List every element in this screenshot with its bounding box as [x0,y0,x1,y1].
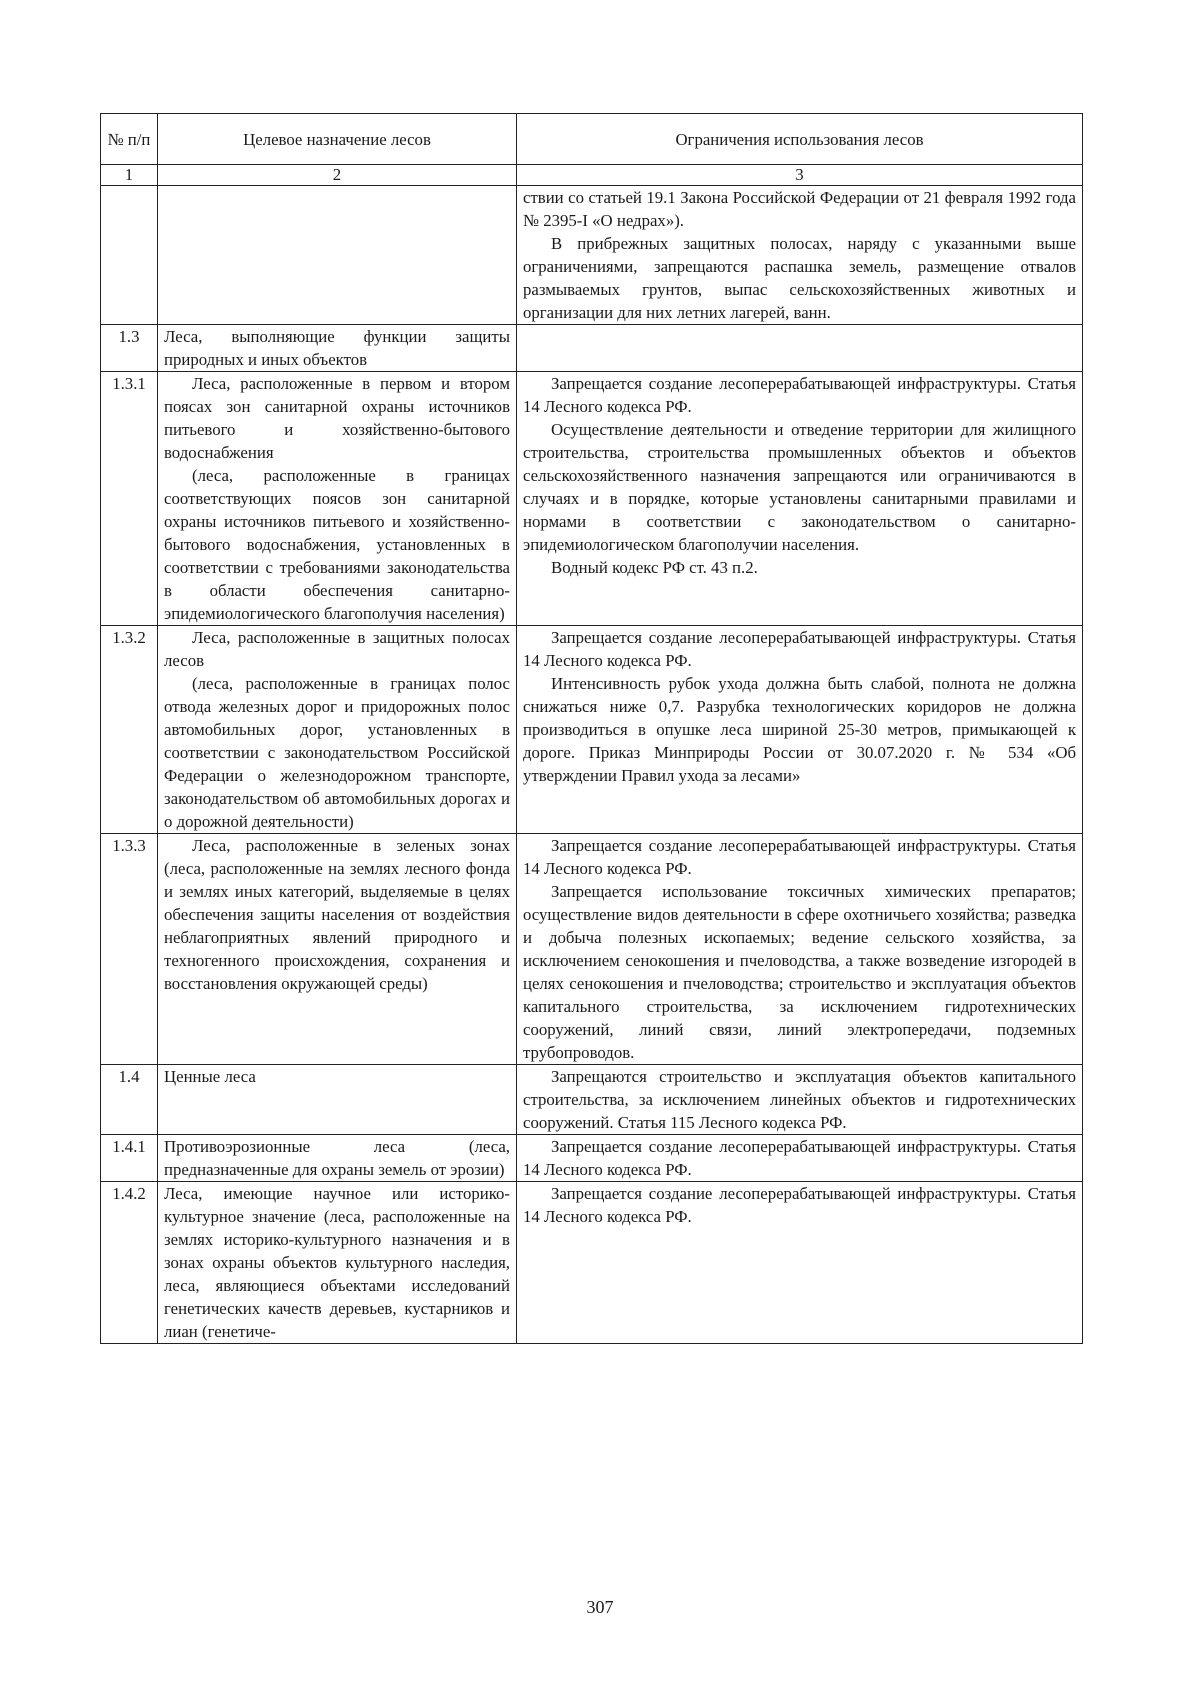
restriction-paragraph: Запрещается создание лесоперерабатывающей инфраструктуры. Статья 14 Лесного кодекса РФ. [523,1137,1076,1179]
column-number-3: 3 [517,165,1083,186]
restrictions-cell [517,834,1083,1065]
restriction-paragraph: Запрещается создание лесоперерабатывающей инфраструктуры. Статья 14 Лесного кодекса РФ. [523,628,1076,670]
purpose-cell [158,1065,517,1135]
purpose-cell [158,834,517,1065]
restrictions-cell [517,1135,1083,1182]
restrictions-cell [517,372,1083,626]
restrictions-cell [517,1065,1083,1135]
header-number: № п/п [101,114,158,165]
restrictions-cell [517,1182,1083,1344]
purpose-cell [158,1135,517,1182]
purpose-paragraph: Ценные леса [164,1067,256,1086]
restriction-paragraph: Запрещается использование токсичных химических препаратов; осуществление видов деятельности в сфере охотничьего хозяйства; разведка и добыча полезных ископаемых; ведение сельского хозяйства, за исключением сенокошения и пчеловодства, а также возведение изгородей в целях сенокошения и пчеловодства; строительство и эксплуатация объектов капитального строительства, за исключением гидротехнических сооружений, линий связи, линий электропередачи, подземных трубопроводов. [523,882,1076,1062]
purpose-cell [158,372,517,626]
restriction-paragraph: Водный кодекс РФ ст. 43 п.2. [551,558,758,577]
restriction-paragraph: Запрещается создание лесоперерабатывающей инфраструктуры. Статья 14 Лесного кодекса РФ. [523,1184,1076,1226]
table-row [101,372,1083,626]
purpose-paragraph: (леса, расположенные в границах полос отвода железных дорог и придорожных полос автомобильных дорог, установленных в соответствии с законодательством Российской Федерации о железнодорожном транспорте, законодательством об автомобильных дорогах и о дорожной деятельности) [164,674,510,831]
restrictions-cell [517,186,1083,325]
restriction-paragraph: Запрещается создание лесоперерабатывающей инфраструктуры. Статья 14 Лесного кодекса РФ. [523,374,1076,416]
purpose-paragraph: Леса, расположенные в защитных полосах лесов [164,628,510,670]
row-number: 1.4.2 [101,1182,158,1344]
restriction-paragraph: Запрещаются строительство и эксплуатация объектов капитального строительства, за исключением линейных объектов и гидротехнических сооружений. Статья 115 Лесного кодекса РФ. [523,1067,1076,1132]
row-number: 1.3.2 [101,626,158,834]
document-page [100,113,1082,1344]
header-row [101,114,1083,165]
row-number: 1.3.1 [101,372,158,626]
table-row [101,1065,1083,1135]
table-header [101,114,1083,186]
header-restrictions: Ограничения использования лесов [517,114,1083,165]
restriction-paragraph: Запрещается создание лесоперерабатывающей инфраструктуры. Статья 14 Лесного кодекса РФ. [523,836,1076,878]
purpose-cell [158,1182,517,1344]
restriction-paragraph: ствии со статьей 19.1 Закона Российской Федерации от 21 февраля 1992 года № 2395-I «О недрах»). [523,188,1076,230]
purpose-paragraph: Леса, расположенные в первом и втором поясах зон санитарной охраны источников питьевого и хозяйственно-бытового водоснабжения [164,374,510,462]
restrictions-cell [517,626,1083,834]
restrictions-cell [517,325,1083,372]
page-number: 307 [586,1597,614,1617]
table-row [101,834,1083,1065]
row-number: 1.3.3 [101,834,158,1065]
purpose-cell [158,186,517,325]
forest-restrictions-table [100,113,1083,1344]
purpose-paragraph: (леса, расположенные в границах соответствующих поясов зон санитарной охраны источников питьевого и хозяйственно-бытового водоснабжения, установленных в соответствии с требованиями законодательства в области обеспечения санитарно-эпидемиологического благополучия населения) [164,466,510,623]
row-number: 1.4.1 [101,1135,158,1182]
restriction-paragraph: Интенсивность рубок ухода должна быть слабой, полнота не должна снижаться ниже 0,7. Разрубка технологических коридоров не должна производиться в опушке леса шириной 25-30 метров, примыкающей к дороге. Приказ Минприроды России от 30.07.2020 г. № 534 «Об утверждении Правил ухода за лесами» [523,674,1076,785]
restriction-paragraph: Осуществление деятельности и отведение территории для жилищного строительства, строительства промышленных объектов и объектов сельскохозяйственного назначения запрещаются или ограничиваются в случаях и в порядке, которые установлены санитарными правилами и нормами в соответствии с законодательством о санитарно-эпидемиологическом благополучии населения. [523,420,1076,554]
header-purpose: Целевое назначение лесов [158,114,517,165]
column-number-2: 2 [158,165,517,186]
purpose-cell [158,325,517,372]
table-body [101,186,1083,1344]
table-row [101,186,1083,325]
purpose-paragraph: Леса, выполняющие функции защиты природных и иных объектов [164,327,510,369]
purpose-cell [158,626,517,834]
purpose-paragraph: Леса, расположенные в зеленых зонах (леса, расположенные на землях лесного фонда и землях иных категорий, выделяемые в целях обеспечения защиты населения от воздействия неблагоприятных явлений природного и техногенного происхождения, сохранения и восстановления окружающей среды) [164,836,510,993]
table-row [101,325,1083,372]
row-number: 1.3 [101,325,158,372]
column-number-1: 1 [101,165,158,186]
restriction-paragraph: В прибрежных защитных полосах, наряду с указанными выше ограничениями, запрещаются распашка земель, размещение отвалов размываемых грунтов, выпас сельскохозяйственных животных и организации для них летних лагерей, ванн. [523,234,1076,322]
table-row [101,1135,1083,1182]
column-number-row [101,165,1083,186]
row-number [101,186,158,325]
row-number: 1.4 [101,1065,158,1135]
purpose-paragraph: Противоэрозионные леса (леса, предназначенные для охраны земель от эрозии) [164,1137,510,1179]
table-row [101,626,1083,834]
table-row [101,1182,1083,1344]
purpose-paragraph: Леса, имеющие научное или историко-культурное значение (леса, расположенные на землях историко-культурного назначения и в зонах охраны объектов культурного наследия, леса, являющиеся объектами исследований генетических качеств деревьев, кустарников и лиан (генетиче- [164,1184,510,1341]
